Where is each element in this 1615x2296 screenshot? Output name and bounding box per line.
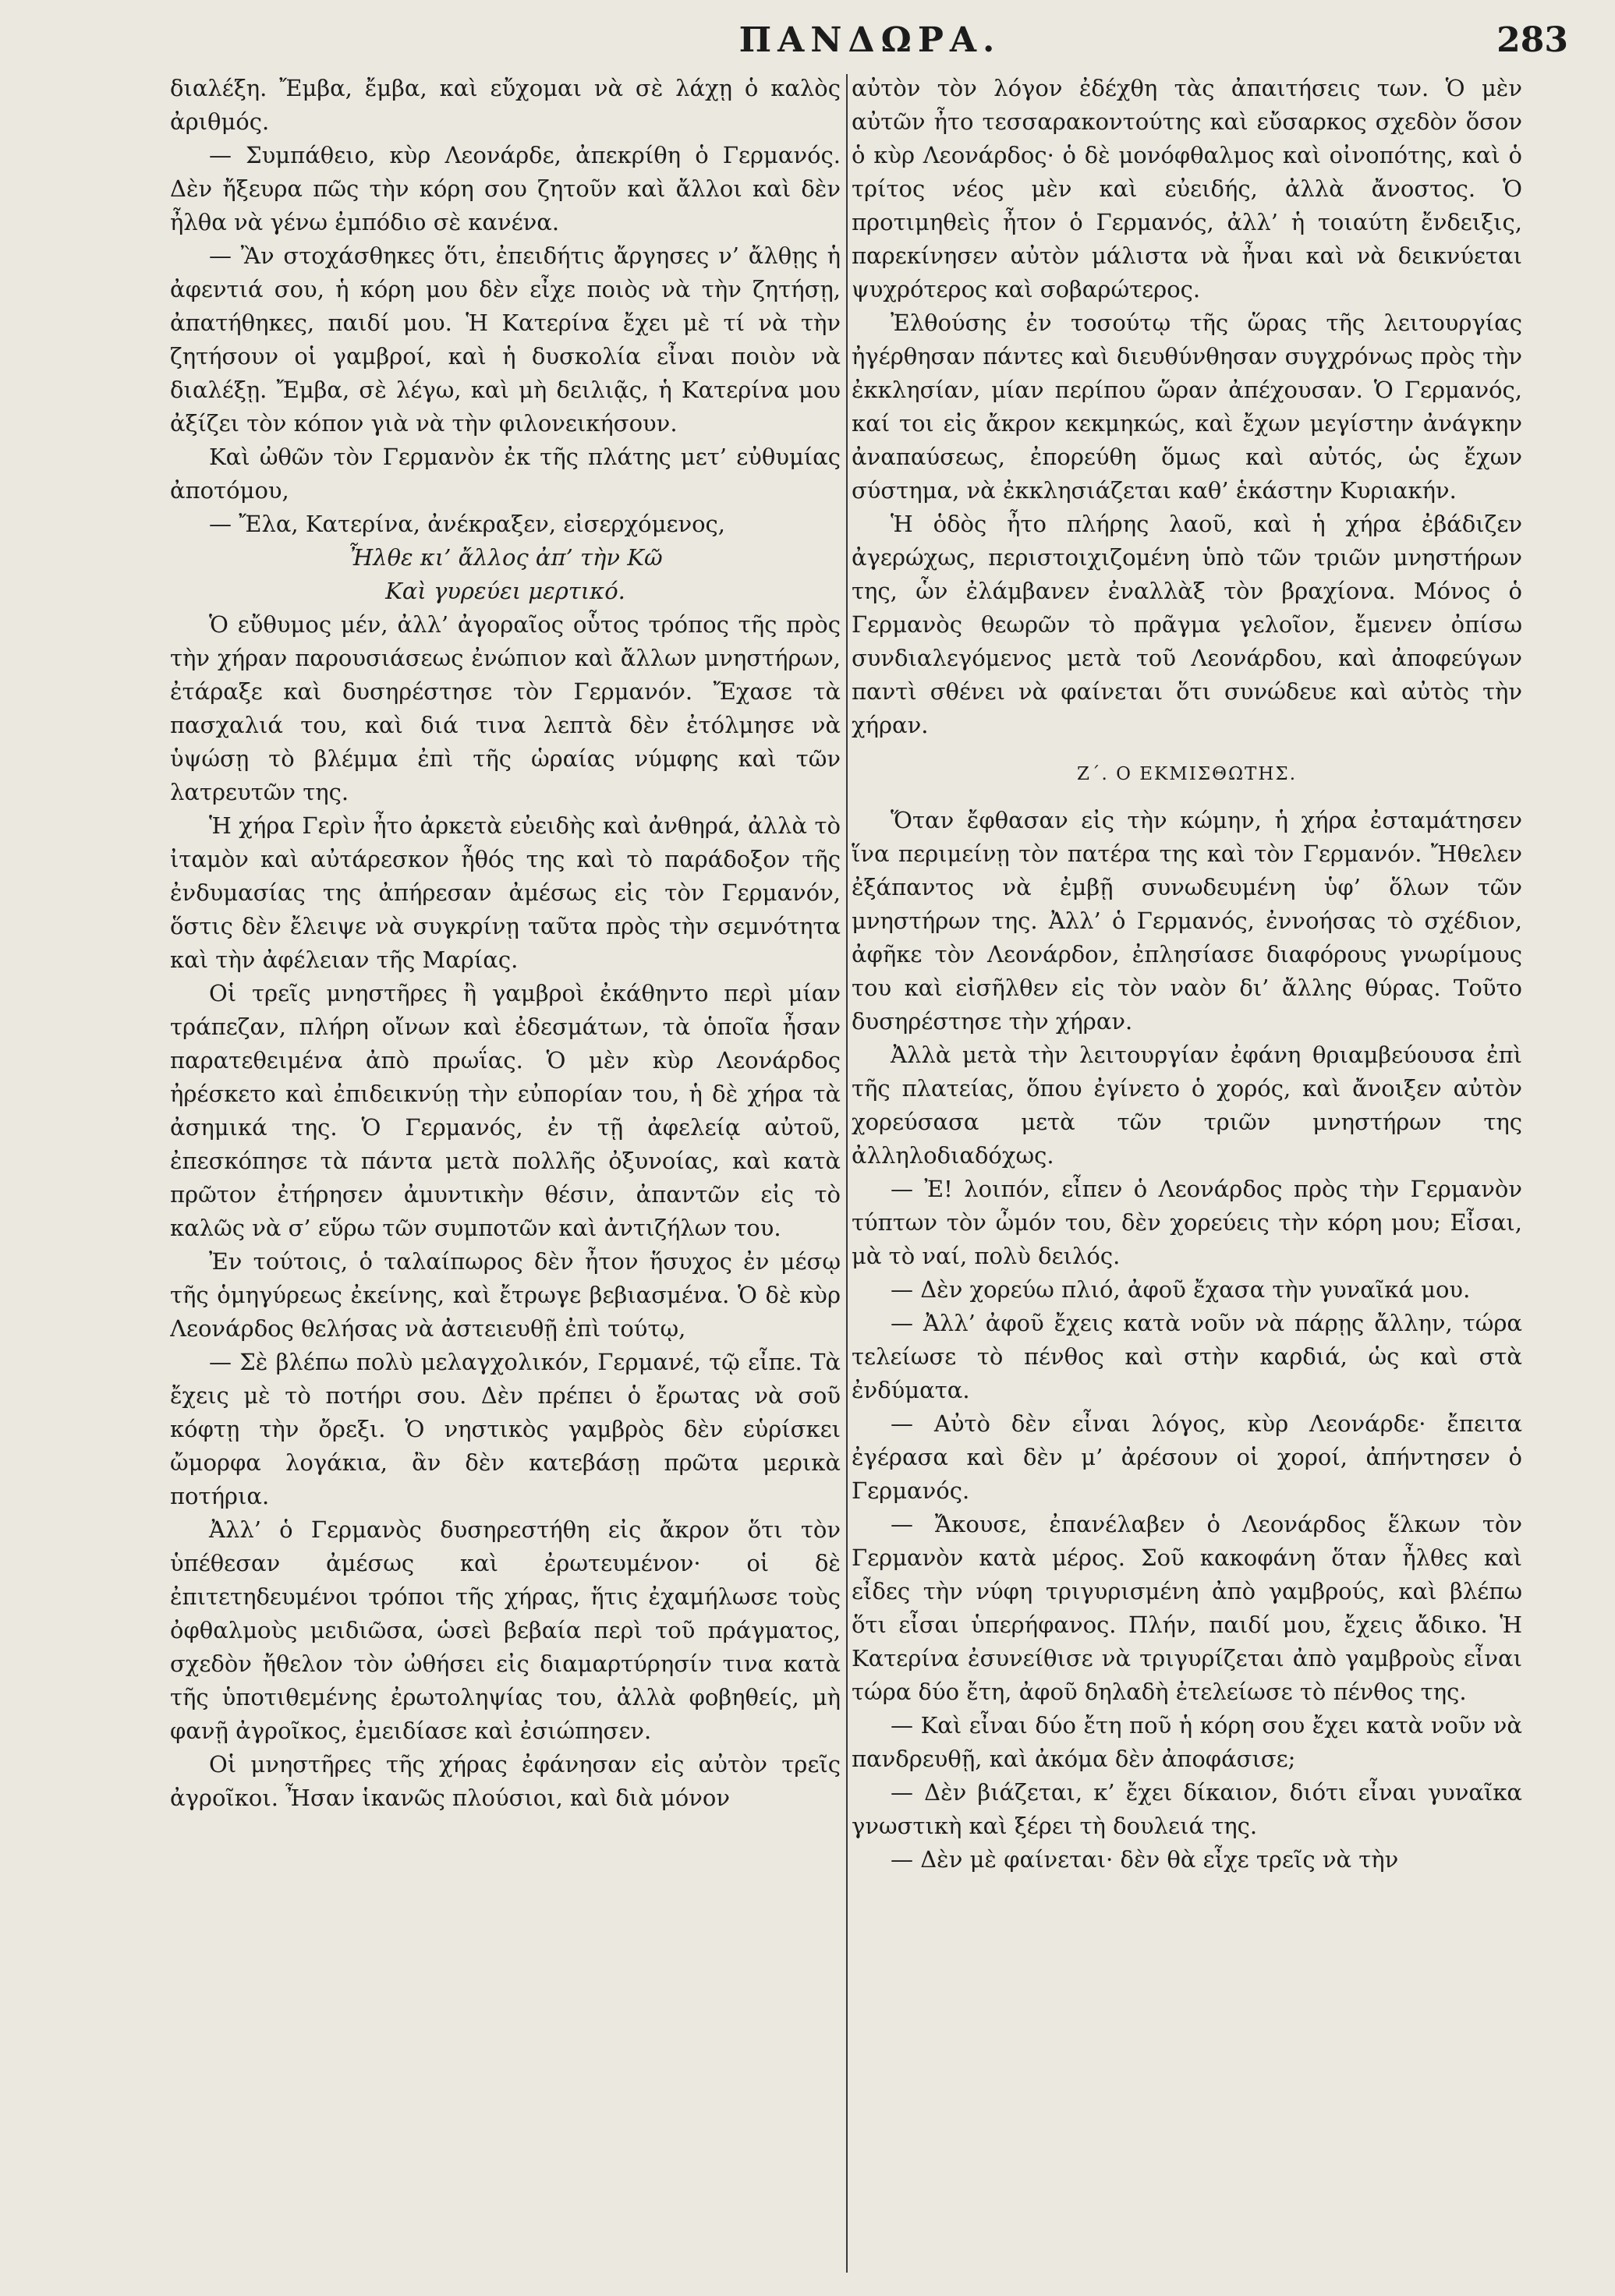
paragraph: Ἀλλὰ μετὰ τὴν λειτουργίαν ἐφάνη θριαμβεύουσα ἐπὶ τῆς πλατείας, ὅπου ἐγίνετο ὁ χορός, καὶ ἄνοιξεν αὐτὸν χορεύσασα μετὰ τῶν τριῶν μνηστήρων της ἀλληλοδιαδόχως. xyxy=(852,1042,1522,1169)
paragraph: Ἐλθούσης ἐν τοσούτῳ τῆς ὥρας τῆς λειτουργίας ἠγέρθησαν πάντες καὶ διευθύνθησαν συγχρόνως πρὸς τὴν ἐκκλησίαν, μίαν περίπου ὥραν ἀπέχουσαν. Ὁ Γερμανός, καί τοι εἰς ἄκρον κεκμηκώς, καὶ ἔχων μεγίστην ἀνάγκην ἀναπαύσεως, ἐπορεύθη ὅμως καὶ αὐτός, ὡς ἔχων σύστημα, νὰ ἐκκλησιάζεται καθ’ ἑκάστην Κυριακήν. xyxy=(852,310,1522,504)
paragraph: — Ἂν στοχάσθηκες ὅτι, ἐπειδήτις ἄργησες ν’ ἄλθῃς ἡ ἀφεντιά σου, ἡ κόρη μου δὲν εἶχε ποιὸς νὰ τὴν ζητήσῃ, ἀπατήθηκες, παιδί μου. Ἡ Κατερίνα ἔχει μὲ τί νὰ τὴν ζητήσουν οἱ γαμβροί, καὶ ἡ δυσκολία εἶναι ποιὸν νὰ διαλέξῃ. Ἔμβα, σὲ λέγω, καὶ μὴ δειλιᾷς, ἡ Κατερίνα μου ἀξίζει τὸν κόπον γιὰ νὰ τὴν φιλονεικήσουν. xyxy=(170,242,841,437)
paragraph: Ἀλλ’ ὁ Γερμανὸς δυσηρεστήθη εἰς ἄκρον ὅτι τὸν ὑπέθεσαν ἀμέσως καὶ ἐρωτευμένον· οἱ δὲ ἐπιτετηδευμένοι τρόποι τῆς χήρας, ἥτις ἐχαμήλωσε τοὺς ὀφθαλμοὺς μειδιῶσα, ὡσεὶ βεβαία περὶ τοῦ πράγματος, σχεδὸν ἤθελον τὸν ὠθήσει εἰς διαμαρτύρησίν τινα κατὰ τῆς ὑποτιθεμένης ἐρωτοληψίας του, ἀλλὰ φοβηθείς, μὴ φανῇ ἀγροῖκος, ἐμειδίασε καὶ ἐσιώπησεν. xyxy=(170,1516,841,1744)
paragraph: — Συμπάθειο, κὺρ Λεονάρδε, ἀπεκρίθη ὁ Γερμανός. Δὲν ἤξευρα πῶς τὴν κόρη σου ζητοῦν καὶ ἄλλοι καὶ δὲν ἦλθα νὰ γένω ἐμπόδιο σὲ κανένα. xyxy=(170,142,841,235)
paragraph: — Ἄκουσε, ἐπανέλαβεν ὁ Λεονάρδος ἕλκων τὸν Γερμανὸν κατὰ μέρος. Σοῦ κακοφάνη ὅταν ἦλθες καὶ εἶδες τὴν νύφη τριγυρισμένη ἀπὸ γαμβρούς, καὶ βλέπω ὅτι εἶσαι ὑπερήφανος. Πλήν, παιδί μου, ἔχεις ἄδικο. Ἡ Κατερίνα ἐσυνείθισε νὰ τριγυρίζεται ἀπὸ γαμβροὺς εἶναι τώρα δύο ἔτη, ἀφοῦ δηλαδὴ ἐτελείωσε τὸ πένθος της. xyxy=(852,1511,1522,1705)
page-header xyxy=(156,9,1584,64)
section-heading: Ζ΄. Ο ΕΚΜΙΣΘΩΤΗΣ. xyxy=(1076,764,1298,784)
paragraph: Καὶ ὠθῶν τὸν Γερμανὸν ἐκ τῆς πλάτης μετ’ εὐθυμίας ἀποτόμου, xyxy=(170,444,841,504)
running-title: ΠΑΝΔΩΡΑ. xyxy=(738,20,1001,60)
column-divider xyxy=(846,74,848,2273)
paragraph: — Δὲν χορεύω πλιό, ἀφοῦ ἔχασα τὴν γυναῖκά μου. xyxy=(891,1276,1471,1303)
paragraph: Ἡ ὁδὸς ἦτο πλήρης λαοῦ, καὶ ἡ χήρα ἐβάδιζεν ἀγερώχως, περιστοιχιζομένη ὑπὸ τῶν τριῶν μνηστήρων της, ὧν ἐλάμβανεν ἐναλλὰξ τὸν βραχίονα. Μόνος ὁ Γερμανὸς θεωρῶν τὸ πρᾶγμα γελοῖον, ἔμενεν ὀπίσω συνδιαλεγόμενος μετὰ τοῦ Λεονάρδου, καὶ ἀποφεύγων παντὶ σθένει νὰ φαίνεται ὅτι συνώδευε καὶ αὐτὸς τὴν χήραν. xyxy=(852,511,1522,738)
paragraph: Οἱ τρεῖς μνηστῆρες ἢ γαμβροὶ ἐκάθηντο περὶ μίαν τράπεζαν, πλήρη οἴνων καὶ ἐδεσμάτων, τὰ ὁποῖα ἦσαν παρατεθειμένα ἀπὸ πρωΐας. Ὁ μὲν κὺρ Λεονάρδος ἠρέσκετο καὶ ἐπιδεικνύῃ τὴν εὐπορίαν του, ἡ δὲ χήρα τὰ ἀσημικά της. Ὁ Γερμανός, ἐν τῇ ἀφελείᾳ αὐτοῦ, ἐπεσκόπησε τὰ πάντα μετὰ πολλῆς ὀξυνοίας, καὶ κατὰ πρῶτον ἐτήρησεν ἀμυντικὴν θέσιν, ἀπαντῶν εἰς τὸ καλῶς νὰ σ’ εὕρω τῶν συμποτῶν καὶ ἀντιζήλων του. xyxy=(170,980,841,1241)
paragraph: Ἡ χήρα Γερὶν ἦτο ἀρκετὰ εὐειδὴς καὶ ἀνθηρά, ἀλλὰ τὸ ἰταμὸν καὶ αὐτάρεσκον ἦθός της καὶ τὸ παράδοξον τῆς ἐνδυμασίας της ἀπήρεσαν ἀμέσως εἰς τὸν Γερμανόν, ὅστις δὲν ἔλειψε νὰ συγκρίνῃ ταῦτα πρὸς τὴν σεμνότητα καὶ τὴν ἀφέλειαν τῆς Μαρίας. xyxy=(170,812,841,973)
paragraph: διαλέξη. Ἔμβα, ἔμβα, καὶ εὔχομαι νὰ σὲ λάχῃ ὁ καλὸς ἀριθμός. xyxy=(170,75,841,135)
paragraph: αὐτὸν τὸν λόγον ἐδέχθη τὰς ἀπαιτήσεις των. Ὁ μὲν αὐτῶν ἦτο τεσσαρακοντούτης καὶ εὔσαρκος σχεδὸν ὅσον ὁ κὺρ Λεονάρδος· ὁ δὲ μονόφθαλμος καὶ οἰνοπότης, καὶ ὁ τρίτος νέος μὲν καὶ εὐειδής, ἀλλὰ ἄνοστος. Ὁ προτιμηθεὶς ἦτον ὁ Γερμανός, ἀλλ’ ἡ τοιαύτη ἔνδειξις, παρεκίνησεν αὐτὸν μάλιστα νὰ ἦναι καὶ νὰ δεικνύεται ψυχρότερος καὶ σοβαρώτερος. xyxy=(852,75,1522,302)
paragraph: — Ἔλα, Κατερίνα, ἀνέκραξεν, εἰσερχόμενος, xyxy=(209,511,726,537)
paragraph: — Δὲν μὲ φαίνεται· δὲν θὰ εἶχε τρεῖς νὰ τὴν xyxy=(891,1846,1399,1873)
paragraph: — Αὐτὸ δὲν εἶναι λόγος, κὺρ Λεονάρδε· ἔπειτα ἐγέρασα καὶ δὲν μ’ ἀρέσουν οἱ χοροί, ἀπήντησεν ὁ Γερμανός. xyxy=(852,1410,1522,1504)
paragraph: — Ἀλλ’ ἀφοῦ ἔχεις κατὰ νοῦν νὰ πάρῃς ἄλλην, τώρα τελείωσε τὸ πένθος καὶ στὴν καρδιά, ὡς καὶ στὰ ἐνδύματα. xyxy=(852,1310,1522,1403)
right-column xyxy=(852,72,1522,2278)
paragraph: — Σὲ βλέπω πολὺ μελαγχολικόν, Γερμανέ, τῷ εἶπε. Τὰ ἔχεις μὲ τὸ ποτήρι σου. Δὲν πρέπει ὁ ἔρωτας νὰ σοῦ κόφτῃ τὴν ὄρεξι. Ὁ νηστικὸς γαμβρὸς δὲν εὑρίσκει ὤμορφα λογάκια, ἂν δὲν κατεβάσῃ πρῶτα μερικὰ ποτήρια. xyxy=(170,1349,841,1509)
left-column xyxy=(170,72,841,2278)
verse-line: Ἦλθε κι’ ἄλλος ἀπ’ τὴν Κῶ xyxy=(348,544,663,571)
verse-line: Καὶ γυρεύει μερτικό. xyxy=(385,578,625,604)
paragraph: — Δὲν βιάζεται, κ’ ἔχει δίκαιον, διότι εἶναι γυναῖκα γνωστικὴ καὶ ξέρει τὴ δουλειά της. xyxy=(852,1779,1522,1839)
paragraph: Ὁ εὔθυμος μέν, ἀλλ’ ἀγοραῖος οὗτος τρόπος τῆς πρὸς τὴν χήραν παρουσιάσεως ἐνώπιον καὶ ἄλλων μνηστήρων, ἐτάραξε καὶ δυσηρέστησε τὸν Γερμανόν. Ἔχασε τὰ πασχαλιά του, καὶ διά τινα λεπτὰ δὲν ἐτόλμησε νὰ ὑψώσῃ τὸ βλέμμα ἐπὶ τῆς ὡραίας νύμφης καὶ τῶν λατρευτῶν της. xyxy=(170,611,841,805)
paragraph: Ἐν τούτοις, ὁ ταλαίπωρος δὲν ἦτον ἥσυχος ἐν μέσῳ τῆς ὁμηγύρεως ἐκείνης, καὶ ἔτρωγε βεβιασμένα. Ὁ δὲ κὺρ Λεονάρδος θελήσας νὰ ἀστειευθῇ ἐπὶ τούτῳ, xyxy=(170,1248,841,1342)
paragraph: — Ἐ! λοιπόν, εἶπεν ὁ Λεονάρδος πρὸς τὴν Γερμανὸν τύπτων τὸν ὦμόν του, δὲν χορεύεις τὴν κόρη μου; Εἶσαι, μὰ τὸ ναί, πολὺ δειλός. xyxy=(852,1176,1522,1269)
paragraph: Ὅταν ἔφθασαν εἰς τὴν κώμην, ἡ χήρα ἐσταμάτησεν ἵνα περιμείνῃ τὸν πατέρα της καὶ τὸν Γερμανόν. Ἤθελεν ἐξάπαντος νὰ ἐμβῇ συνωδευμένη ὑφ’ ὅλων τῶν μνηστήρων της. Ἀλλ’ ὁ Γερμανός, ἐννοήσας τὸ σχέδιον, ἀφῆκε τὸν Λεονάρδον, ἐπλησίασε διαφόρους γνωρίμους του καὶ εἰσῆλθεν εἰς τὸν ναὸν δι’ ἄλλης θύρας. Τοῦτο δυσηρέστησε τὴν χήραν. xyxy=(852,807,1522,1035)
page-number: 283 xyxy=(1496,20,1568,60)
paragraph: Οἱ μνηστῆρες τῆς χήρας ἐφάνησαν εἰς αὐτὸν τρεῖς ἀγροῖκοι. Ἦσαν ἱκανῶς πλούσιοι, καὶ διὰ μόνον xyxy=(170,1751,841,1811)
paragraph: — Καὶ εἶναι δύο ἔτη ποῦ ἡ κόρη σου ἔχει κατὰ νοῦν νὰ πανδρευθῇ, καὶ ἀκόμα δὲν ἀποφάσισε; xyxy=(852,1712,1522,1772)
